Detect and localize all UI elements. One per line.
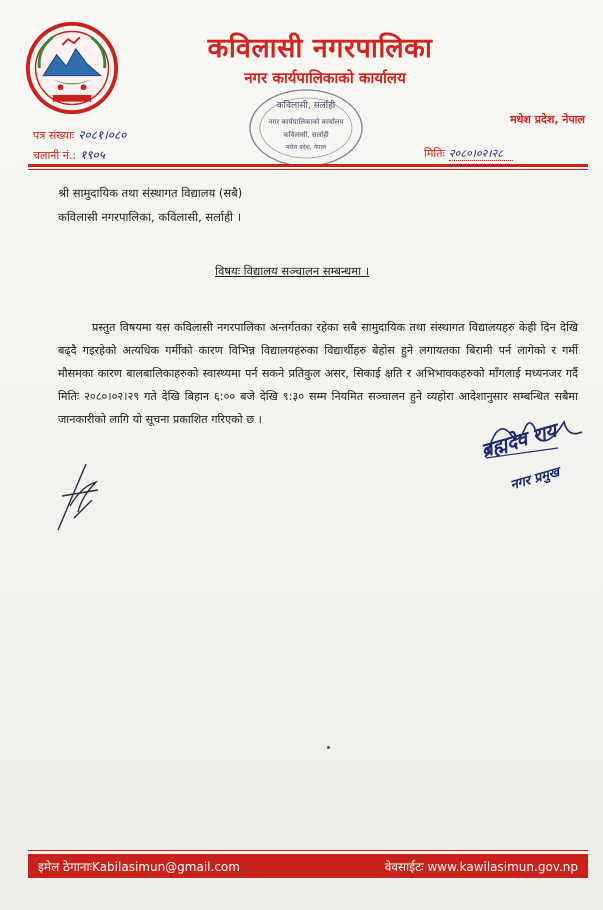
recipient-line-2: कविलासी नगरपालिका, कविलासी, सर्लाही । [58, 210, 242, 224]
body-paragraph: प्रस्तुत विषयमा यस कविलासी नगरपालिका अन्तर्गतका रहेका सबै सामुदायिक तथा संस्थागत विद्यालयहरु केही दिन देखि बढ्दै गइरहेको अत्यधिक गर्मीको कारण विभिन्न विद्यालयहरुका विद्यार्थीहरु बेहोस हुने लगायतका बिरामी पर्न लागेको र गर्मी मौसमका कारण बालबालिकाहरुको स्वास्थ्यमा पर्न सकने प्रतिकुल असर, सिकाई क्षति र अभिभावकहरुको माँगलाई मध्यनजर गर्दै मितिः २०८०।०२।२९ गते देखि बिहान ६:०० बजे देखि ९:३० सम्म नियमित सञ्चालन हुने व्यहोरा आदेशानुसार सम्बन्धित सबैमा जानकारीको लागि यो सूचना प्रकाशित गरिएको छ । [58, 321, 578, 426]
province-label: मधेश प्रदेश, नेपाल [510, 113, 585, 126]
footer-website: वेवसाईटः www.kawilasimun.gov.np [384, 859, 578, 874]
dispatch-number [33, 146, 105, 163]
initials-signature [52, 456, 112, 536]
date-value: २०८०।०२।२८ [449, 147, 513, 161]
letter-number-label: पत्र संख्याः [33, 129, 75, 142]
signatory-name: ब्रह्मदेव राय [478, 419, 559, 463]
subject-line: विषयः विद्यालय सञ्चालन सम्बन्धमा । [215, 264, 370, 278]
header-divider [28, 164, 588, 167]
paper-speck [327, 746, 330, 749]
footer-divider [28, 850, 588, 851]
date-label: मितिः [424, 147, 445, 160]
dispatch-number-label: चलानी नं.: [33, 149, 77, 162]
organization-name: कविलासी नगरपालिका [207, 33, 433, 64]
office-stamp [248, 88, 364, 168]
letter-number-value: २०८१।०८० [78, 128, 127, 142]
footer-email: इमेल ठेगानाःKabilasimun@gmail.com [38, 859, 240, 874]
letter-number [33, 126, 126, 143]
footer-bar [28, 854, 588, 878]
signatory-title: नगर प्रमुख [508, 465, 562, 494]
recipient-line-1: श्री सामुदायिक तथा संस्थागत विद्यालय (सबै) [58, 186, 243, 200]
nepal-emblem-icon [24, 20, 120, 116]
office-name: नगर कार्यपालिकाको कार्यालय [244, 69, 406, 87]
dispatch-number-value: १९०५ [80, 148, 106, 162]
stamp-line-3: कविलासी, सर्लाही [283, 131, 329, 139]
header-divider-thin [28, 169, 588, 170]
stamp-line-1: कविलासी, सर्लाही [276, 101, 336, 111]
stamp-line-2: नगर कार्यपालिकाको कार्यालय [268, 118, 344, 126]
stamp-line-4: मधेश प्रदेश, नेपाल [285, 144, 327, 151]
letter-date [424, 146, 513, 161]
